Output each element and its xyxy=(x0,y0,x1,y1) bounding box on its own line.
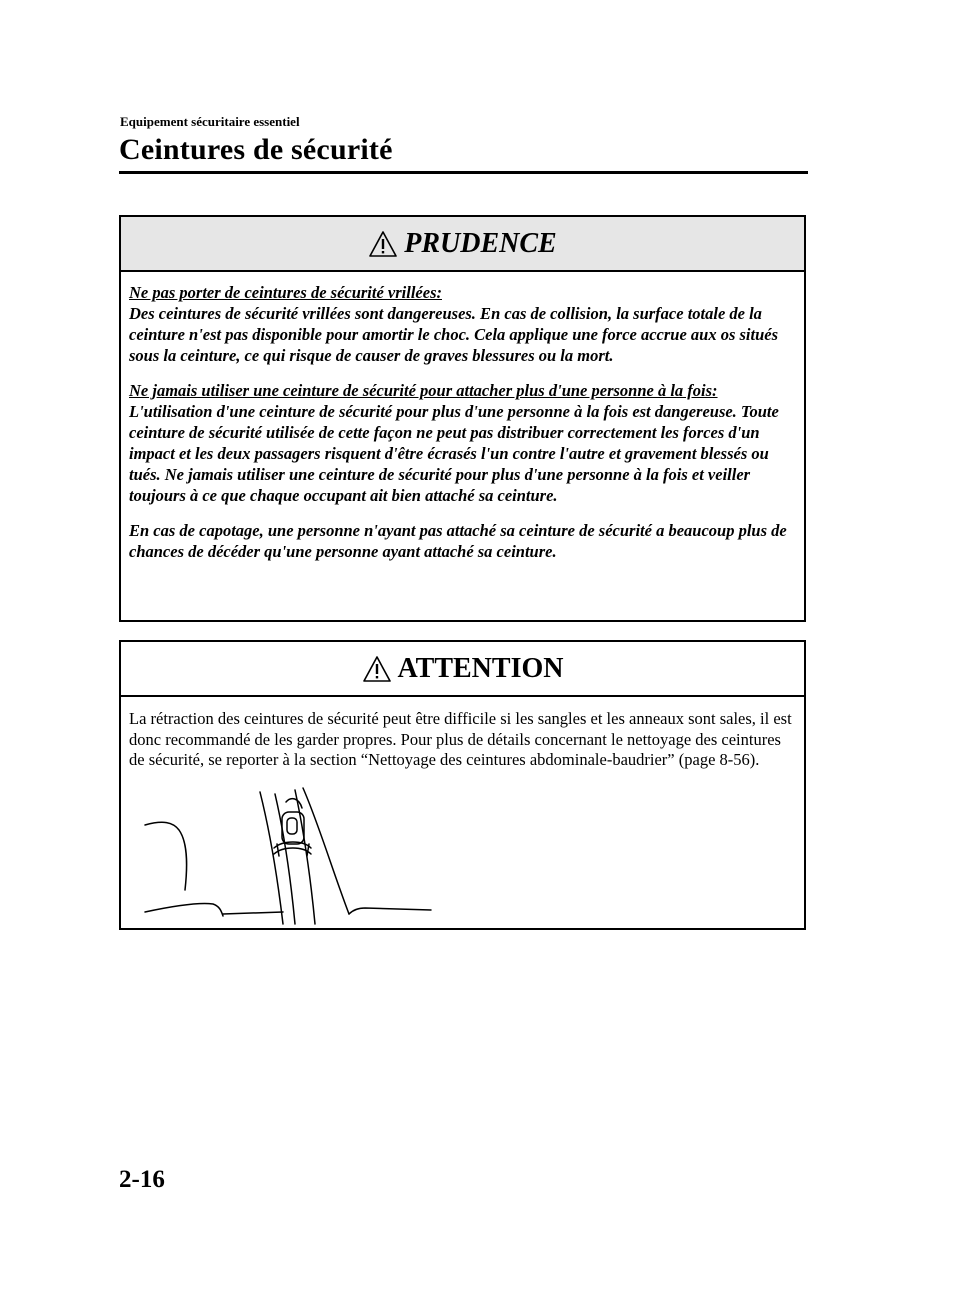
warning-triangle-icon xyxy=(362,655,392,683)
prudence-paragraph xyxy=(129,380,798,506)
prudence-paragraph xyxy=(129,282,798,366)
prudence-paragraph-text: En cas de capotage, une personne n'ayant pas attaché sa ceinture de sécurité a beaucoup plus de chances de décéder qu'une personne ayant attaché sa ceinture. xyxy=(129,521,787,561)
attention-text: La rétraction des ceintures de sécurité peut être difficile si les sangles et les anneaux sont sales, il est donc recommandé de les garder propres. Pour plus de détails concernant le nettoyage des ceintures de sécurité, se reporter à la section “Nettoyage des ceintures abdominale-baudrier” (page 8-56). xyxy=(129,709,792,769)
seatbelt-illustration xyxy=(143,782,443,927)
warning-triangle-icon xyxy=(368,230,398,258)
page-title: Ceintures de sécurité xyxy=(119,133,393,166)
prudence-paragraph xyxy=(129,520,798,562)
attention-heading: ATTENTION xyxy=(397,652,564,684)
attention-caution-box xyxy=(119,640,806,930)
prudence-paragraph-title: Ne pas porter de ceintures de sécurité vrillées: xyxy=(129,283,442,302)
prudence-paragraph-text: L'utilisation d'une ceinture de sécurité pour plus d'une personne à la fois est dangereuse. Toute ceinture de sécurité utilisée de cette façon ne peut pas distribuer correctement les forces d'un impact et les deux passagers risquent d'être écrasés l'un contre l'autre et gravement blessés ou tués. Ne jamais utiliser une ceinture de sécurité pour plus d'une personne à la fois et veiller toujours à ce que chaque occupant ait bien attaché sa ceinture. xyxy=(129,402,779,505)
prudence-body xyxy=(121,272,804,562)
prudence-warning-box xyxy=(119,215,806,622)
prudence-paragraph-text: Des ceintures de sécurité vrillées sont dangereuses. En cas de collision, la surface totale de la ceinture n'est pas disponible pour amortir le choc. Cela applique une force accrue aux os situés sous la ceinture, ce qui risque de causer de graves blessures ou la mort. xyxy=(129,304,779,365)
prudence-heading: PRUDENCE xyxy=(404,227,557,259)
prudence-header xyxy=(121,217,804,272)
title-divider xyxy=(119,171,808,174)
page-number: 2-16 xyxy=(119,1166,165,1193)
section-label: Equipement sécuritaire essentiel xyxy=(120,114,300,129)
prudence-paragraph-title: Ne jamais utiliser une ceinture de sécurité pour attacher plus d'une personne à la fois: xyxy=(129,381,718,400)
attention-body xyxy=(121,697,804,771)
attention-header xyxy=(121,642,804,697)
